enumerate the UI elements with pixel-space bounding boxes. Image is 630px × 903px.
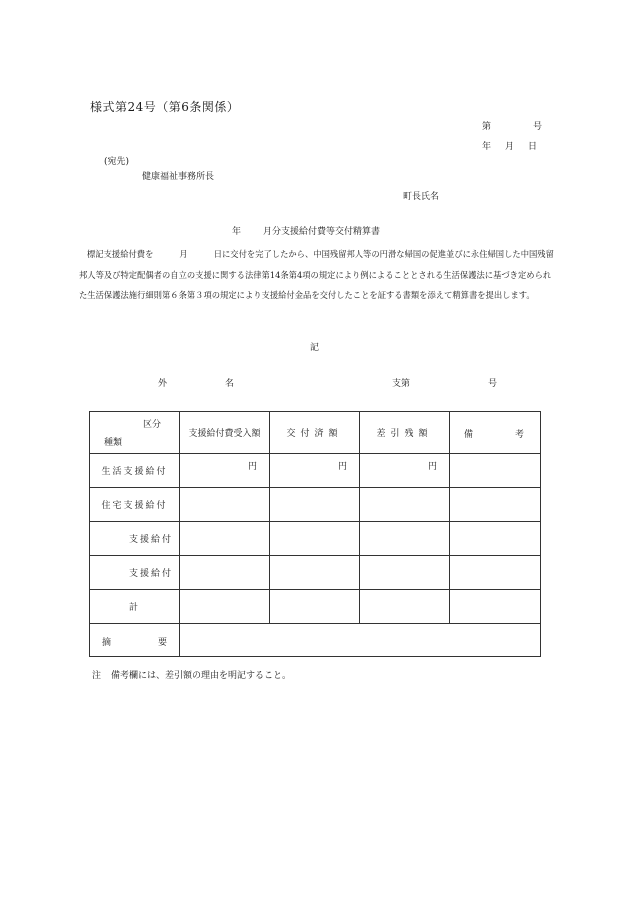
yen-unit: 円: [180, 454, 270, 488]
body-part-1: 標記支援給付費を: [87, 249, 154, 259]
name-prefix: 外: [158, 379, 168, 389]
row-label-housing: 住宅支援給付: [90, 488, 180, 522]
amount-cell: [360, 556, 450, 590]
settlement-table: [89, 411, 541, 657]
amount-cell: [270, 590, 360, 624]
amount-cell: [180, 590, 270, 624]
summary-label-a: 摘: [102, 638, 112, 648]
header-remarks: [450, 412, 541, 454]
remarks-cell: [450, 454, 541, 488]
name-field: [158, 376, 234, 389]
table-row: [90, 556, 541, 590]
header-received-amount: 支援給付費受入額: [180, 412, 270, 454]
header-balance-amount: 差引残額: [360, 412, 450, 454]
summary-label-b: 要: [157, 638, 167, 648]
office-name: 健康福祉事務所長: [142, 172, 215, 182]
remarks-cell: [450, 522, 541, 556]
doc-title-text: 月分支援給付費等交付精算書: [263, 227, 381, 237]
remarks-cell: [450, 488, 541, 522]
summary-row: [90, 624, 541, 657]
row-label-total: 計: [90, 590, 180, 624]
table-header-row: [90, 412, 541, 454]
summary-content-cell: [180, 624, 541, 657]
table-row: [90, 590, 541, 624]
name-suffix: 名: [225, 379, 235, 389]
body-part-2: 月: [179, 249, 188, 259]
row-label-support-1: 支援給付: [90, 522, 180, 556]
table-row: [90, 488, 541, 522]
amount-cell: [270, 522, 360, 556]
category-label: 区分: [142, 420, 161, 430]
table-row: [90, 522, 541, 556]
type-label: 種類: [104, 438, 123, 448]
remarks-label-a: 備: [464, 430, 474, 440]
branch-prefix: 支第: [392, 379, 411, 389]
remarks-label-b: 考: [514, 430, 524, 440]
document-title: [232, 224, 380, 237]
form-number-title: 様式第24号（第6条関係）: [90, 100, 240, 114]
footnote: [92, 668, 291, 681]
date-year: 年: [482, 142, 492, 152]
number-prefix: 第: [482, 122, 492, 132]
table-row: [90, 454, 541, 488]
amount-cell: [360, 590, 450, 624]
amount-cell: [180, 488, 270, 522]
amount-cell: [180, 556, 270, 590]
date-month: 月: [505, 142, 515, 152]
amount-cell: [360, 522, 450, 556]
row-label-living: 生活支援給付: [90, 454, 180, 488]
yen-unit: 円: [270, 454, 360, 488]
amount-cell: [270, 488, 360, 522]
header-paid-amount: 交付済額: [270, 412, 360, 454]
amount-cell: [270, 556, 360, 590]
yen-unit: 円: [360, 454, 450, 488]
amount-cell: [180, 522, 270, 556]
remarks-cell: [450, 556, 541, 590]
row-label-support-2: 支援給付: [90, 556, 180, 590]
document-number-line: [482, 119, 542, 132]
note-text: 備考欄には、差引額の理由を明記すること。: [111, 671, 292, 681]
category-corner-cell: [90, 412, 180, 454]
body-part-3: 日に交付を完了したから、中国残留邦人等の円滑な帰国の促進並びに永住帰国した中国残留邦人等及び特定配偶者の自立の支援に関する法律第14条第4項の規定により例によることとされる生活保護法に基づき定められた生活保護法施行細則第６条第３項の規定により支援給付金品を交付したことを証する書類を添えて精算書を提出します。: [79, 249, 554, 300]
addressee-label: (宛先): [104, 157, 130, 167]
date-line: [482, 139, 537, 152]
amount-cell: [360, 488, 450, 522]
branch-suffix: 号: [488, 379, 498, 389]
body-paragraph: [79, 244, 554, 306]
remarks-cell: [450, 590, 541, 624]
branch-number-field: [392, 376, 497, 389]
note-prefix: 注: [92, 671, 102, 681]
number-suffix: 号: [533, 122, 543, 132]
doc-title-year: 年: [232, 227, 242, 237]
mayor-name: 町長氏名: [403, 192, 440, 202]
ki-heading: 記: [310, 343, 320, 353]
date-day: 日: [528, 142, 538, 152]
summary-label-cell: [90, 624, 180, 657]
